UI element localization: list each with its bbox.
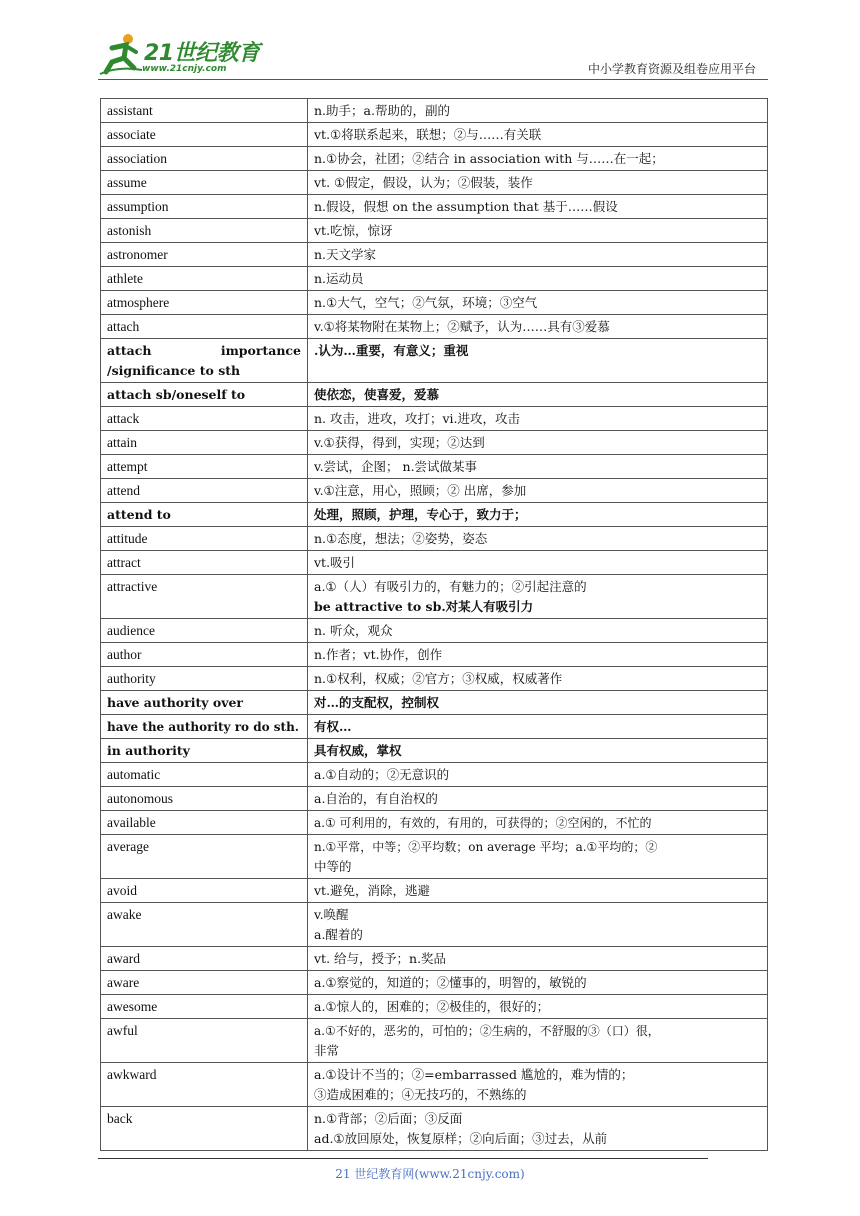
meaning-cell: 有权… <box>308 715 768 739</box>
word-cell: attract <box>101 551 308 575</box>
word-cell: assumption <box>101 195 308 219</box>
phrase-cell: attach importance /significance to sth <box>101 339 308 383</box>
meaning-cell: n.①协会，社团；②结合 in association with 与……在一起； <box>308 147 768 171</box>
word-cell: author <box>101 643 308 667</box>
word-cell: available <box>101 811 308 835</box>
meaning-cell <box>308 1063 768 1107</box>
word-cell: atmosphere <box>101 291 308 315</box>
word-cell: attack <box>101 407 308 431</box>
table-row <box>101 431 768 455</box>
meaning-cell <box>308 903 768 947</box>
meaning-cell: 对…的支配权，控制权 <box>308 691 768 715</box>
meaning-cell: n.天文学家 <box>308 243 768 267</box>
meaning-cell <box>308 1107 768 1151</box>
meaning-cell: n.①权利，权威；②官方；③权威，权威著作 <box>308 667 768 691</box>
table-row <box>101 667 768 691</box>
table-row <box>101 479 768 503</box>
word-cell: awkward <box>101 1063 308 1107</box>
meaning-line: n.①平常，中等；②平均数；on average 平均；a.①平均的；② <box>314 840 658 854</box>
table-row <box>101 787 768 811</box>
table-row <box>101 243 768 267</box>
table-row <box>101 1063 768 1107</box>
table-row <box>101 267 768 291</box>
table-row <box>101 123 768 147</box>
table-row <box>101 291 768 315</box>
word-cell: automatic <box>101 763 308 787</box>
word-cell: assistant <box>101 99 308 123</box>
word-cell: autonomous <box>101 787 308 811</box>
meaning-cell: vt.①将联系起来，联想；②与……有关联 <box>308 123 768 147</box>
table-row <box>101 739 768 763</box>
meaning-cell: vt.吃惊，惊讶 <box>308 219 768 243</box>
header-divider <box>98 79 768 80</box>
logo-url: www.21cnjy.com <box>142 64 227 74</box>
meaning-cell: 使依恋，使喜爱，爱慕 <box>308 383 768 407</box>
meaning-cell: 具有权威，掌权 <box>308 739 768 763</box>
word-cell: award <box>101 947 308 971</box>
table-row <box>101 99 768 123</box>
meaning-line: ad.①放回原处，恢复原样；②向后面；③过去，从前 <box>314 1131 608 1146</box>
word-cell: assume <box>101 171 308 195</box>
word-cell: audience <box>101 619 308 643</box>
word-cell: avoid <box>101 879 308 903</box>
table-row <box>101 575 768 619</box>
table-row <box>101 195 768 219</box>
table-row <box>101 691 768 715</box>
table-row <box>101 1019 768 1063</box>
word-cell: aware <box>101 971 308 995</box>
word-cell: awake <box>101 903 308 947</box>
footer-link[interactable]: 21 世纪教育网(www.21cnjy.com) <box>335 1167 525 1181</box>
meaning-cell: n. 听众，观众 <box>308 619 768 643</box>
table-row <box>101 407 768 431</box>
word-cell: astronomer <box>101 243 308 267</box>
table-row <box>101 903 768 947</box>
meaning-cell: a.自治的，有自治权的 <box>308 787 768 811</box>
meaning-cell: vt.避免，消除，逃避 <box>308 879 768 903</box>
table-row <box>101 171 768 195</box>
meaning-line: a.①（人）有吸引力的，有魅力的；②引起注意的 <box>314 579 587 594</box>
word-cell: awful <box>101 1019 308 1063</box>
meaning-cell: v.①注意，用心，照顾；② 出席，参加 <box>308 479 768 503</box>
table-row <box>101 1107 768 1151</box>
table-row <box>101 619 768 643</box>
table-row <box>101 551 768 575</box>
meaning-cell: a.① 可利用的，有效的，有用的，可获得的；②空闲的，不忙的 <box>308 811 768 835</box>
meaning-cell: a.①察觉的，知道的；②懂事的，明智的，敏锐的 <box>308 971 768 995</box>
word-cell: attend <box>101 479 308 503</box>
site-logo <box>98 32 268 76</box>
meaning-cell: vt.吸引 <box>308 551 768 575</box>
phrase-cell: attach sb/oneself to <box>101 383 308 407</box>
meaning-cell: 处理，照顾，护理，专心于，致力于； <box>308 503 768 527</box>
meaning-line: ③造成困难的；④无技巧的，不熟练的 <box>314 1087 527 1102</box>
table-row <box>101 219 768 243</box>
table-row <box>101 315 768 339</box>
meaning-line: n.①背部；②后面；③反面 <box>314 1111 463 1126</box>
table-row <box>101 527 768 551</box>
table-row <box>101 763 768 787</box>
meaning-cell: .认为…重要，有意义；重视 <box>308 339 768 383</box>
word-cell: attain <box>101 431 308 455</box>
table-row <box>101 715 768 739</box>
footer-divider <box>98 1158 708 1159</box>
meaning-line: be attractive to sb.对某人有吸引力 <box>314 599 534 614</box>
meaning-line: v.唤醒 <box>314 907 349 922</box>
meaning-cell: vt. 给与，授予；n.奖品 <box>308 947 768 971</box>
phrase-cell: attend to <box>101 503 308 527</box>
meaning-cell: a.①惊人的，困难的；②极佳的，很好的； <box>308 995 768 1019</box>
table-row <box>101 643 768 667</box>
runner-logo-icon <box>98 32 144 76</box>
word-cell: attractive <box>101 575 308 619</box>
table-row <box>101 947 768 971</box>
word-cell: athlete <box>101 267 308 291</box>
meaning-cell: v.尝试，企图； n.尝试做某事 <box>308 455 768 479</box>
meaning-line: 非常 <box>314 1043 340 1058</box>
word-cell: attempt <box>101 455 308 479</box>
meaning-cell: n.运动员 <box>308 267 768 291</box>
meaning-cell: n.假设，假想 on the assumption that 基于……假设 <box>308 195 768 219</box>
table-row <box>101 971 768 995</box>
table-row <box>101 455 768 479</box>
platform-name: 中小学教育资源及组卷应用平台 <box>587 62 756 76</box>
meaning-line: a.①设计不当的；②=embarrassed 尴尬的，难为情的； <box>314 1067 634 1082</box>
meaning-cell: v.①获得，得到，实现；②达到 <box>308 431 768 455</box>
meaning-cell: vt. ①假定，假设，认为；②假装，装作 <box>308 171 768 195</box>
meaning-cell: n. 攻击，进攻，攻打；vi.进攻，攻击 <box>308 407 768 431</box>
page-header <box>98 28 768 80</box>
meaning-cell: n.①大气，空气；②气氛，环境；③空气 <box>308 291 768 315</box>
table-row <box>101 383 768 407</box>
phrase-cell: in authority <box>101 739 308 763</box>
meaning-cell <box>308 835 768 879</box>
vocabulary-table <box>100 98 768 1151</box>
table-row <box>101 995 768 1019</box>
table-row <box>101 879 768 903</box>
meaning-line: a.醒着的 <box>314 927 363 942</box>
word-cell: back <box>101 1107 308 1151</box>
word-cell: astonish <box>101 219 308 243</box>
table-row <box>101 811 768 835</box>
word-cell: average <box>101 835 308 879</box>
logo-text: 21世纪教育 <box>144 41 260 66</box>
meaning-cell: n.作者；vt.协作，创作 <box>308 643 768 667</box>
meaning-line: 中等的 <box>314 859 352 874</box>
table-row <box>101 339 768 383</box>
meaning-cell: n.助手；a.帮助的，副的 <box>308 99 768 123</box>
meaning-cell <box>308 1019 768 1063</box>
table-row <box>101 503 768 527</box>
table-row <box>101 835 768 879</box>
meaning-cell: a.①自动的；②无意识的 <box>308 763 768 787</box>
meaning-cell <box>308 575 768 619</box>
word-cell: awesome <box>101 995 308 1019</box>
meaning-line: a.①不好的，恶劣的，可怕的；②生病的，不舒服的③（口）很， <box>314 1024 660 1038</box>
word-cell: attach <box>101 315 308 339</box>
table-row <box>101 147 768 171</box>
word-cell: association <box>101 147 308 171</box>
word-cell: authority <box>101 667 308 691</box>
phrase-cell: have the authority ro do sth. <box>101 715 308 739</box>
word-cell: associate <box>101 123 308 147</box>
meaning-cell: v.①将某物附在某物上；②赋予，认为……具有③爱慕 <box>308 315 768 339</box>
phrase-cell: have authority over <box>101 691 308 715</box>
word-cell: attitude <box>101 527 308 551</box>
meaning-cell: n.①态度，想法；②姿势，姿态 <box>308 527 768 551</box>
